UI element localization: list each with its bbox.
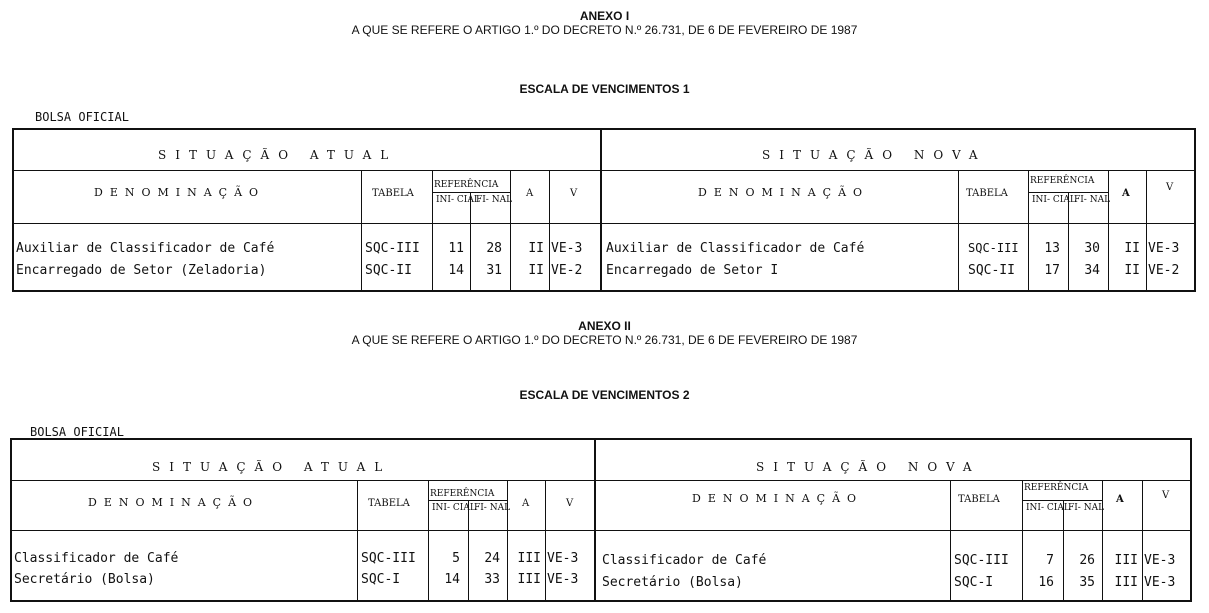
row-3-nova-v: VE-3 <box>1144 553 1176 568</box>
row-2-nova-denominacao: Encarregado de Setor I <box>606 263 779 278</box>
row-1-nova-final: 30 <box>1084 241 1100 256</box>
final-header-nova-2: FI- NAL <box>1068 503 1105 513</box>
row-4-atual-inicial: 14 <box>444 572 460 587</box>
row-4-nova-denominacao: Secretário (Bolsa) <box>602 575 743 590</box>
annex-1-table <box>12 128 1196 292</box>
annex-2-table <box>10 438 1192 602</box>
annex-1-title: ANEXO I <box>579 9 630 23</box>
row-3-nova-final: 26 <box>1079 553 1095 568</box>
row-3-atual-v: VE-3 <box>547 551 579 566</box>
row-2-nova-a: II <box>1124 263 1140 278</box>
row-2-atual-denominacao: Encarregado de Setor (Zeladoria) <box>16 263 267 278</box>
row-2-atual-tabela: SQC-II <box>365 263 412 278</box>
row-4-atual-denominacao: Secretário (Bolsa) <box>14 572 155 587</box>
row-3-atual-tabela: SQC-III <box>361 551 416 566</box>
nova-section-header-2: SITUAÇÃO NOVA <box>756 460 981 474</box>
inicial-header-nova-2: INI- CIAL <box>1026 503 1070 513</box>
inicial-header-nova: INI- CIAL <box>1032 195 1076 205</box>
row-2-nova-inicial: 17 <box>1044 263 1060 278</box>
denominacao-header-nova: DENOMINAÇÃO <box>698 186 870 199</box>
a-header-2: A <box>522 498 530 509</box>
row-1-nova-a: II <box>1124 241 1140 256</box>
row-1-nova-v: VE-3 <box>1148 241 1180 256</box>
annex-2-subtitle: A QUE SE REFERE O ARTIGO 1.º DO DECRETO N.º 26.731, DE 6 DE FEVEREIRO DE 1987 <box>351 333 858 347</box>
atual-section-header-2: SITUAÇÃO ATUAL <box>152 460 392 474</box>
row-4-nova-final: 35 <box>1079 575 1095 590</box>
a-header: A <box>526 188 534 199</box>
row-4-nova-v: VE-3 <box>1144 575 1176 590</box>
row-4-atual-v: VE-3 <box>547 572 579 587</box>
final-header-2: FI- NAL <box>474 503 511 513</box>
v-header-nova: V <box>1166 182 1174 193</box>
row-3-nova-denominacao: Classificador de Café <box>602 553 767 568</box>
tabela-header-nova-2: TABELA <box>958 494 1000 505</box>
annex-1-scale-title: ESCALA DE VENCIMENTOS 1 <box>519 82 690 96</box>
final-header-nova: FI- NAL <box>1074 195 1111 205</box>
row-4-nova-inicial: 16 <box>1038 575 1054 590</box>
row-3-nova-a: III <box>1114 553 1138 568</box>
row-4-nova-a: III <box>1114 575 1138 590</box>
nova-section-header: SITUAÇÃO NOVA <box>762 148 987 162</box>
row-1-atual-tabela: SQC-III <box>365 241 420 256</box>
tabela-header: TABELA <box>372 188 414 199</box>
denominacao-header: DENOMINAÇÃO <box>94 186 266 199</box>
tabela-header-2: TABELA <box>368 498 410 509</box>
row-2-atual-a: II <box>528 263 544 278</box>
final-header: FI- NAL <box>476 195 513 205</box>
v-header: V <box>570 188 578 199</box>
row-1-atual-inicial: 11 <box>448 241 464 256</box>
inicial-header-2: INI- CIAL <box>432 503 476 513</box>
row-1-atual-denominacao: Auxiliar de Classificador de Café <box>16 241 275 256</box>
annex-1-header <box>0 9 1209 38</box>
row-3-atual-inicial: 5 <box>452 551 460 566</box>
row-1-nova-inicial: 13 <box>1044 241 1060 256</box>
row-3-atual-a: III <box>517 551 541 566</box>
row-1-nova-denominacao: Auxiliar de Classificador de Café <box>606 241 865 256</box>
row-2-nova-final: 34 <box>1084 263 1100 278</box>
a-header-nova-2: A <box>1116 494 1124 505</box>
row-1-atual-final: 28 <box>486 241 502 256</box>
referencia-header-2: REFERÊNCIA <box>430 489 495 499</box>
annex-2-scale-title: ESCALA DE VENCIMENTOS 2 <box>519 388 690 402</box>
row-4-atual-tabela: SQC-I <box>361 572 401 587</box>
atual-section-header: SITUAÇÃO ATUAL <box>158 148 398 162</box>
row-3-atual-final: 24 <box>484 551 500 566</box>
annex-1-subtitle: A QUE SE REFERE O ARTIGO 1.º DO DECRETO N.º 26.731, DE 6 DE FEVEREIRO DE 1987 <box>351 23 858 37</box>
tabela-header-nova: TABELA <box>966 188 1008 199</box>
inicial-header: INI- CIAL <box>436 195 480 205</box>
row-2-atual-final: 31 <box>486 263 502 278</box>
referencia-header-nova: REFERÊNCIA <box>1030 176 1095 186</box>
row-4-atual-a: III <box>517 572 541 587</box>
annex-2-group-label: BOLSA OFICIAL <box>30 425 124 439</box>
row-3-nova-inicial: 7 <box>1046 553 1054 568</box>
row-3-nova-tabela: SQC-III <box>954 553 1009 568</box>
row-1-atual-a: II <box>528 241 544 256</box>
row-2-atual-v: VE-2 <box>551 263 583 278</box>
row-1-nova-tabela: SQC-III <box>968 241 1019 255</box>
row-4-nova-tabela: SQC-I <box>954 575 994 590</box>
row-2-atual-inicial: 14 <box>448 263 464 278</box>
row-2-nova-v: VE-2 <box>1148 263 1180 278</box>
referencia-header-nova-2: REFERÊNCIA <box>1024 483 1089 493</box>
denominacao-header-2: DENOMINAÇÃO <box>88 496 260 509</box>
v-header-2: V <box>566 498 574 509</box>
row-3-atual-denominacao: Classificador de Café <box>14 551 179 566</box>
annex-2-title: ANEXO II <box>578 319 631 333</box>
row-2-nova-tabela: SQC-II <box>968 263 1015 278</box>
a-header-nova: A <box>1122 188 1130 199</box>
annex-1-group-label: BOLSA OFICIAL <box>35 110 129 124</box>
referencia-header: REFERÊNCIA <box>434 180 499 190</box>
row-1-atual-v: VE-3 <box>551 241 583 256</box>
row-4-atual-final: 33 <box>484 572 500 587</box>
denominacao-header-nova-2: DENOMINAÇÃO <box>692 492 864 505</box>
v-header-nova-2: V <box>1162 490 1170 501</box>
annex-2-header <box>0 319 1209 348</box>
